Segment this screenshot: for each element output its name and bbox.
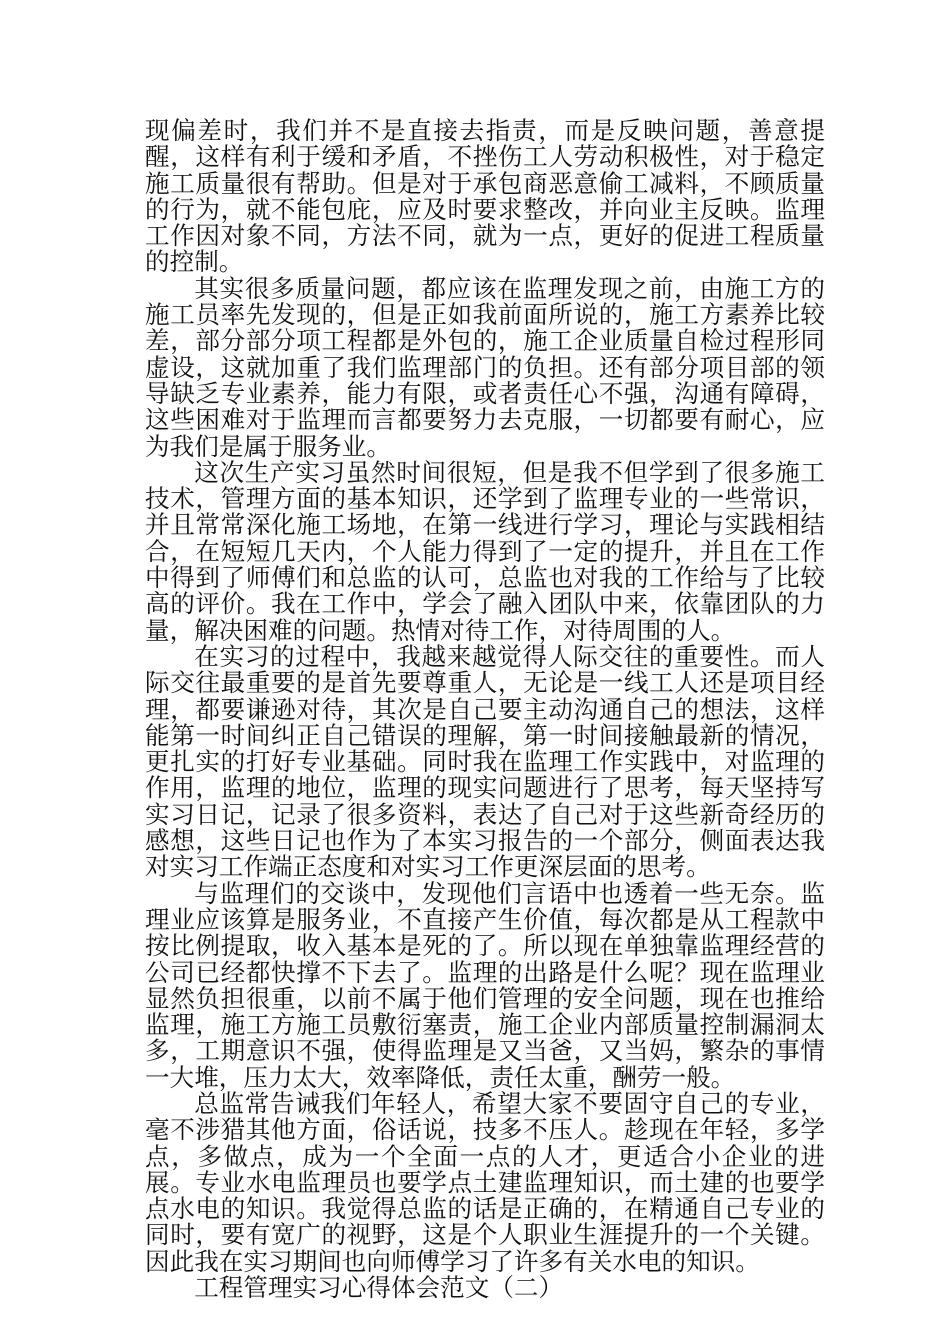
paragraph-4: 在实习的过程中，我越来越觉得人际交往的重要性。而人际交往最重要的是首先要尊重人，无论是一线工人还是项目经理，都要谦逊对待，其次是自己要主动沟通自己的想法，这样能第一时间纠正自己错误的理解，第一时间接触最新的情况，更扎实的打好专业基础。同时我在监理工作实践中，对监理的作用，监理的地位，监理的现实问题进行了思考，每天坚持写实习日记，记录了很多资料，表达了自己对于这些新奇经历的感想，这些日记也作为了本实习报告的一个部分，侧面表达我对实习工作端正态度和对实习工作更深层面的思考。 <box>145 641 825 882</box>
section-title: 工程管理实习心得体会范文（二） <box>194 1273 564 1303</box>
paragraph-3: 这次生产实习虽然时间很短，但是我不但学到了很多施工技术，管理方面的基本知识，还学到了监理专业的一些常识，并且常常深化施工场地，在第一线进行学习，理论与实践相结合，在短短几天内，个人能力得到了一定的提升，并且在工作中得到了师傅们和总监的认可，总监也对我的工作给与了比较高的评价。我在工作中，学会了融入团队中来，依靠团队的力量，解决困难的问题。热情对待工作，对待周围的人。 <box>145 457 825 645</box>
paragraph-5: 与监理们的交谈中，发现他们言语中也透着一些无奈。监理业应该算是服务业，不直接产生价值，每次都是从工程款中按比例提取，收入基本是死的了。所以现在单独靠监理经营的公司已经都快撑不下去了。监理的出路是什么呢？现在监理业显然负担很重，以前不属于他们管理的安全问题，现在也推给监理，施工方施工员敷衍塞责，施工企业内部质量控制漏洞太多，工期意识不强，使得监理是又当爸，又当妈，繁杂的事情一大堆，压力太大，效率降低，责任太重，酬劳一般。 <box>145 878 825 1092</box>
document-body <box>145 118 825 1301</box>
paragraph-2: 其实很多质量问题，都应该在监理发现之前，由施工方的施工员率先发现的，但是正如我前面所说的，施工方素养比较差，部分部分项工程都是外包的，施工企业质量自检过程形同虚设，这就加重了我们监理部门的负担。还有部分项目部的领导缺乏专业素养，能力有限，或者责任心不强，沟通有障碍，这些困难对于监理而言都要努力去克服，一切都要有耐心，应为我们是属于服务业。 <box>145 273 825 461</box>
paragraph-1: 现偏差时，我们并不是直接去指责，而是反映问题，善意提醒，这样有利于缓和矛盾，不挫伤工人劳动积极性，对于稳定施工质量很有帮助。但是对于承包商恶意偷工减料，不顾质量的行为，就不能包庇，应及时要求整改，并向业主反映。监理工作因对象不同，方法不同，就为一点，更好的促进工程质量的控制。 <box>145 116 825 277</box>
paragraph-6: 总监常告诫我们年轻人，希望大家不要固守自己的专业，毫不涉猎其他方面，俗话说，技多不压人。趁现在年轻，多学点，多做点，成为一个全面一点的人才，更适合小企业的进展。专业水电监理员也要学点土建监理知识，而土建的也要学点水电的知识。我觉得总监的话是正确的，在精通自己专业的同时，要有宽广的视野，这是个人职业生涯提升的一个关键。因此我在实习期间也向师傅学习了许多有关水电的知识。 <box>145 1088 825 1276</box>
